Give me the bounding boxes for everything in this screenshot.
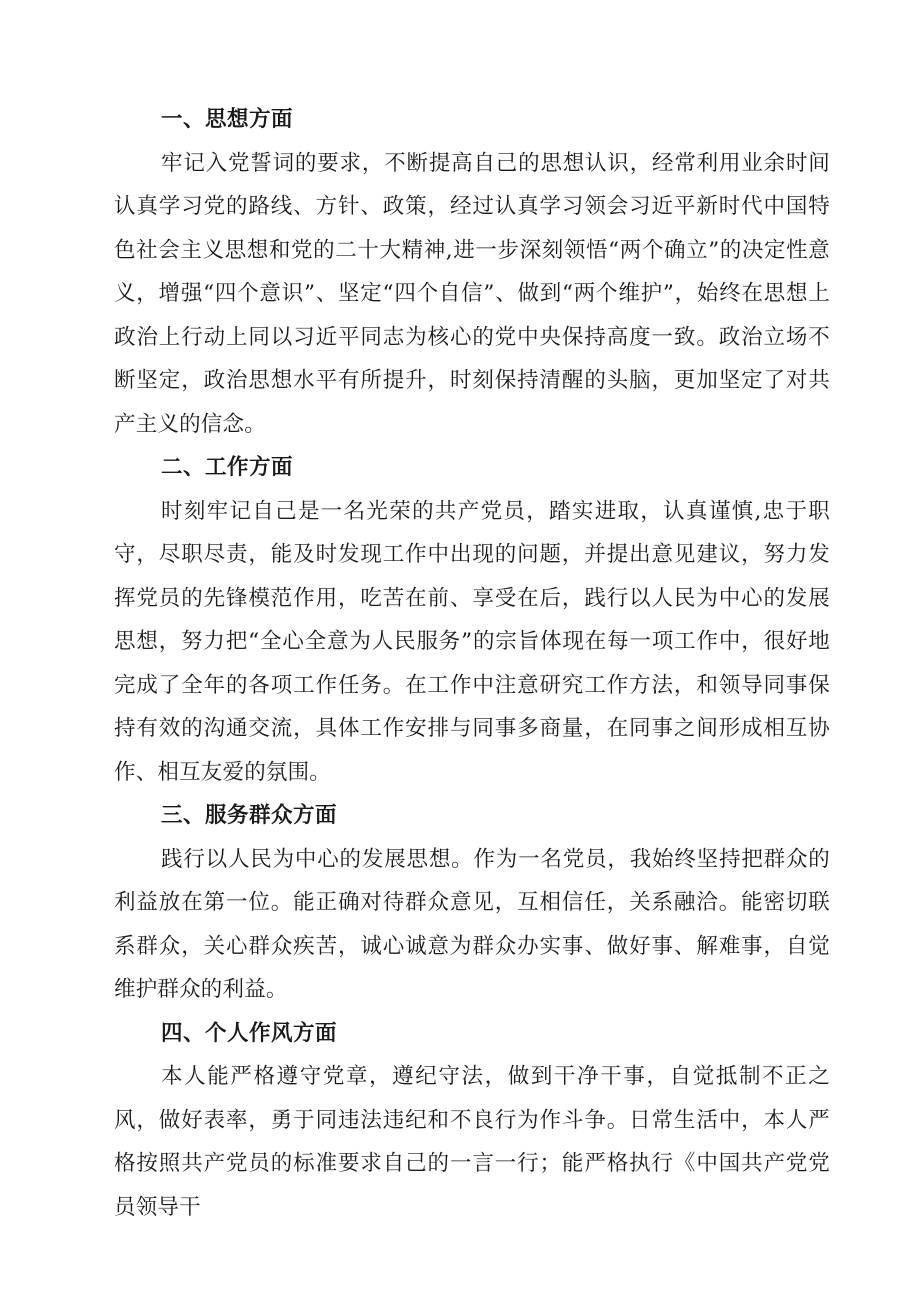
section-body-conduct: 本人能严格遵守党章，遵纪守法，做到干净干事，自觉抵制不正之风，做好表率，勇于同违法违纪和不良行为作斗争。日常生活中，本人严格按照共产党员的标准要求自己的一言一行；能严格执行《中国共产党党员领导干 — [114, 1064, 830, 1220]
section-body-thought: 牢记入党誓词的要求，不断提高自己的思想认识，经常利用业余时间认真学习党的路线、方针、政策，经过认真学习领会习近平新时代中国特色社会主义思想和党的二十大精神,进一步深刻领悟“两个确立”的决定性意义，增强“四个意识”、坚定“四个自信”、做到“两个维护”，始终在思想上政治上行动上同以习近平同志为核心的党中央保持高度一致。政治立场不断坚定，政治思想水平有所提升，时刻保持清醒的头脑，更加坚定了对共产主义的信念。 — [114, 150, 830, 437]
section-heading-service: 三、服务群众方面 — [161, 803, 338, 828]
section-heading-work: 二、工作方面 — [161, 455, 294, 480]
section-body-work: 时刻牢记自己是一名光荣的共产党员，踏实进取，认真谨慎,忠于职守，尽职尽责，能及时发现工作中出现的问题，并提出意见建议，努力发挥党员的先锋模范作用，吃苦在前、享受在后，践行以人民为中心的发展思想，努力把“全心全意为人民服务”的宗旨体现在每一项工作中，很好地完成了全年的各项工作任务。在工作中注意研究工作方法，和领导同事保持有效的沟通交流，具体工作安排与同事多商量，在同事之间形成相互协作、相互友爱的氛围。 — [114, 498, 830, 785]
section-heading-conduct: 四、个人作风方面 — [161, 1020, 338, 1046]
section-body-service: 践行以人民为中心的发展思想。作为一名党员，我始终坚持把群众的利益放在第一位。能正确对待群众意见，互相信任，关系融洽。能密切联系群众，关心群众疾苦，诚心诚意为群众办实事、做好事、解难事，自觉维护群众的利益。 — [114, 846, 830, 1002]
document-body — [114, 98, 830, 1229]
section-heading-thought: 一、思想方面 — [161, 107, 294, 132]
